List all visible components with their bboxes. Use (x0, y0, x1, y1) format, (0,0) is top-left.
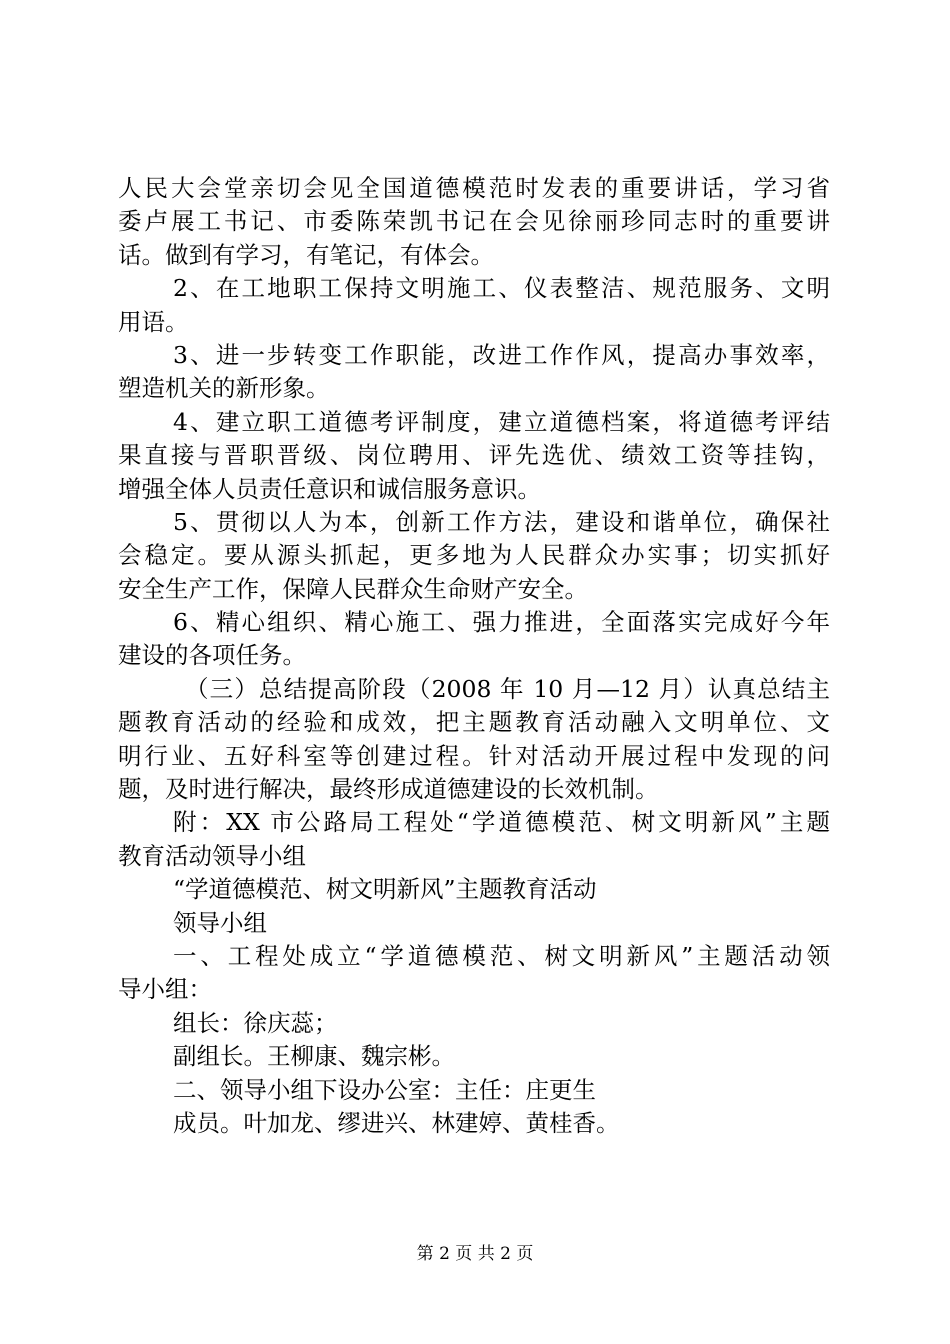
text-line: 果直接与晋职晋级、岗位聘用、评先选优、绩效工资等挂钩， (118, 441, 830, 470)
text-line: 附：XX 市公路局工程处“学道德模范、树文明新风”主题 (173, 808, 830, 837)
paragraph-attachment-subtitle (118, 907, 830, 940)
text-line: 建设的各项任务。 (118, 641, 306, 670)
text-line: 5、贯彻以人为本，创新工作方法，建设和谐单位，确保社 (173, 507, 830, 536)
text-line: 3、进一步转变工作职能，改进工作作风，提高办事效率， (173, 340, 830, 369)
document-body (118, 172, 830, 1140)
paragraph-item-6 (118, 606, 830, 673)
paragraph-intro-continued (118, 172, 830, 272)
text-line: 二、领导小组下设办公室：主任：庄更生 (173, 1075, 596, 1104)
paragraph-item-4 (118, 406, 830, 506)
text-line: 4、建立职工道德考评制度，建立道德档案，将道德考评结 (173, 407, 830, 436)
text-line: 话。做到有学习，有笔记，有体会。 (118, 240, 494, 269)
text-line: （三）总结提高阶段（2008 年 10 月—12 月）认真总结主 (185, 674, 830, 703)
text-line: “学道德模范、树文明新风”主题教育活动 (173, 875, 597, 904)
paragraph-item-3 (118, 339, 830, 406)
text-line: 委卢展工书记、市委陈荣凯书记在会见徐丽珍同志时的重要讲 (118, 207, 830, 236)
text-line: 塑造机关的新形象。 (118, 374, 330, 403)
page-number-footer: 第 2 页 共 2 页 (416, 1244, 534, 1264)
text-line: 副组长。王柳康、魏宗彬。 (173, 1042, 455, 1071)
text-line: 组长：徐庆蕊； (173, 1008, 338, 1037)
text-line: 增强全体人员责任意识和诚信服务意识。 (118, 474, 541, 503)
text-line: 6、精心组织、精心施工、强力推进，全面落实完成好今年 (173, 608, 830, 637)
text-line: 人民大会堂亲切会见全国道德模范时发表的重要讲话，学习省 (118, 174, 830, 202)
text-line: 领导小组 (173, 908, 267, 937)
text-line: 2、在工地职工保持文明施工、仪表整洁、规范服务、文明 (173, 274, 830, 303)
text-line: 会稳定。要从源头抓起，更多地为人民群众办实事；切实抓好 (118, 541, 830, 570)
paragraph-group-leader (118, 1007, 830, 1040)
paragraph-members (118, 1107, 830, 1140)
text-line: 安全生产工作，保障人民群众生命财产安全。 (118, 574, 588, 603)
paragraph-attachment (118, 806, 830, 873)
text-line: 用语。 (118, 307, 189, 336)
paragraph-stage-3 (118, 673, 830, 807)
text-line: 导小组： (118, 975, 212, 1004)
paragraph-deputy-leaders (118, 1040, 830, 1073)
text-line: 题教育活动的经验和成效，把主题教育活动融入文明单位、文 (118, 708, 830, 737)
text-line: 成员。叶加龙、缪进兴、林建婷、黄桂香。 (173, 1108, 620, 1137)
text-line: 明行业、五好科室等创建过程。针对活动开展过程中发现的问 (118, 741, 830, 770)
text-line: 一、工程处成立“学道德模范、树文明新风”主题活动领 (173, 941, 830, 970)
paragraph-office-director (118, 1074, 830, 1107)
paragraph-item-5 (118, 506, 830, 606)
paragraph-item-2 (118, 272, 830, 339)
paragraph-attachment-title (118, 873, 830, 906)
text-line: 题，及时进行解决，最终形成道德建设的长效机制。 (118, 775, 659, 804)
text-line: 教育活动领导小组 (118, 841, 306, 870)
paragraph-group-established (118, 940, 830, 1007)
